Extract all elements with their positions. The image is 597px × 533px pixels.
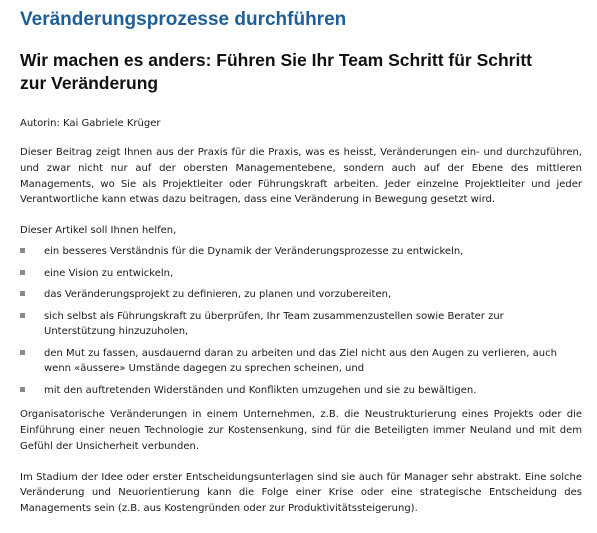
list-item xyxy=(20,244,574,260)
list-item xyxy=(20,266,574,282)
bullet-square-icon xyxy=(20,313,25,318)
bullet-list xyxy=(20,244,586,398)
list-item-text: eine Vision zu entwickeln, xyxy=(44,267,174,279)
list-intro: Dieser Artikel soll Ihnen helfen, xyxy=(20,225,177,237)
organisational-change-paragraph: Organisatorische Veränderungen in einem Unternehmen, z.B. die Neustrukturierung eines Projekts oder die Einführung einer neuen Technologie zur Kostensenkung, sind für die Beteiligten immer Neuland und mit dem Gefühl der Unsicherheit verbunden. xyxy=(20,409,582,452)
list-item xyxy=(20,287,574,303)
bullet-square-icon xyxy=(20,387,25,392)
section-title: Veränderungsprozesse durchführen xyxy=(20,9,347,30)
list-item-text: ein besseres Verständnis für die Dynamik der Veränderungsprozesse zu entwickeln, xyxy=(44,246,464,258)
document-page xyxy=(20,0,586,517)
list-item xyxy=(20,309,574,340)
idea-stage-paragraph: Im Stadium der Idee oder erster Entscheidungsunterlagen sind sie auch für Manager sehr abstrakt. Eine solche Veränderung und Neuorientierung kann die Folge einer Krise oder eine strategische Entscheidung des Managements sein (z.B. aus Kostengründen oder zur Produktivitätssteigerung). xyxy=(20,471,582,515)
bullet-square-icon xyxy=(20,270,25,275)
bullet-square-icon xyxy=(20,291,25,296)
author-line: Autorin: Kai Gabriele Krüger xyxy=(20,118,161,129)
article-title: Wir machen es anders: Führen Sie Ihr Team Schritt für Schritt zur Veränderung xyxy=(20,50,532,93)
bullet-square-icon xyxy=(20,248,25,253)
list-item-text: den Mut zu fassen, ausdauernd daran zu arbeiten und das Ziel nicht aus den Augen zu verlieren, auch wenn «äussere» Umstände dagegen zu sprechen scheinen, und xyxy=(44,347,557,375)
list-item xyxy=(20,346,574,377)
list-item-text: das Veränderungsprojekt zu definieren, zu planen und vorzubereiten, xyxy=(44,289,392,301)
list-item xyxy=(20,383,574,399)
intro-paragraph: Dieser Beitrag zeigt Ihnen aus der Praxis für die Praxis, was es heisst, Veränderungen ein- und durchzuführen, und zwar nicht nur auf der obersten Managementebene, sondern auch auf der Ebene des mittleren Managements, wo Sie als Projektleiter oder Führungskraft arbeiten. Jeder einzelne Projektleiter und jeder Verantwortliche kann etwas dazu beitragen, dass eine Veränderung in Bewegung gesetzt wird. xyxy=(20,147,582,206)
list-item-text: sich selbst als Führungskraft zu überprüfen, Ihr Team zusammenzustellen sowie Berater zur Unterstützung hinzuzuholen, xyxy=(44,310,504,338)
bullet-square-icon xyxy=(20,350,25,355)
list-item-text: mit den auftretenden Widerständen und Konflikten umzugehen und sie zu bewältigen. xyxy=(44,384,477,396)
